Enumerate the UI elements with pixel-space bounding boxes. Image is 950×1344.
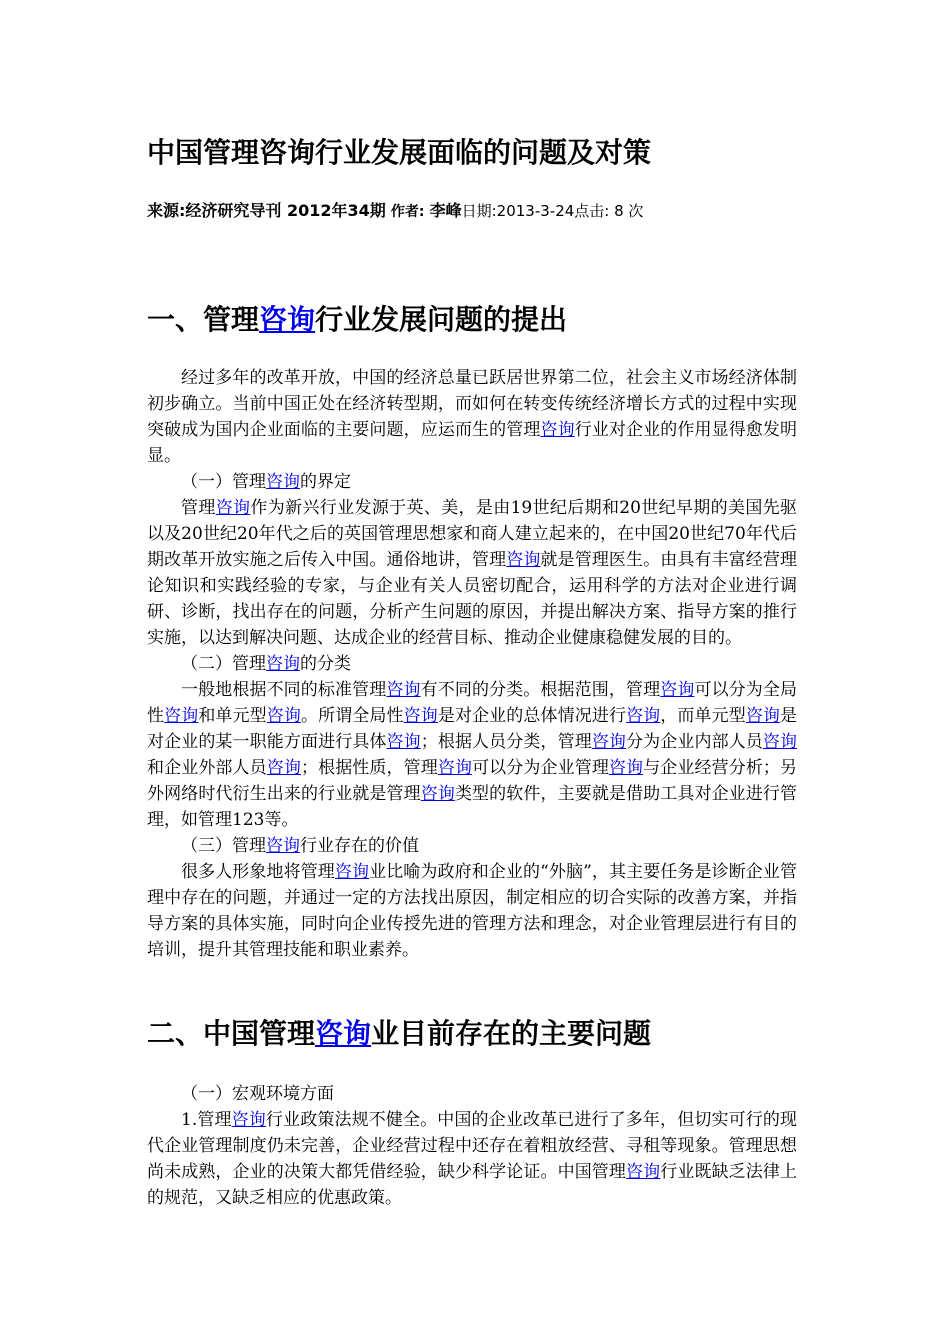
paragraph-text: 行业存在的价值 <box>300 836 419 856</box>
publish-date: 日期:2013-3-24 <box>461 202 575 220</box>
article-meta <box>147 199 643 224</box>
paragraph <box>147 859 797 963</box>
paragraph <box>147 495 797 651</box>
click-count: 点击: 8 次 <box>574 202 644 220</box>
paragraph-text: 类型的软件，主要就是借助工具对企业进行管理，如管理123等。 <box>147 784 798 830</box>
consulting-link[interactable]: 咨询 <box>231 1110 266 1130</box>
consulting-link[interactable]: 咨询 <box>420 784 455 804</box>
consulting-link[interactable]: 咨询 <box>762 732 798 752</box>
paragraph-text: 分为企业内部人员 <box>626 732 763 752</box>
paragraph-text: ；根据人员分类，管理 <box>420 732 592 752</box>
paragraph-text: ；根据性质，管理 <box>300 758 438 778</box>
paragraph-text: 的界定 <box>300 472 351 492</box>
paragraph-text: 和企业外部人员 <box>147 758 267 778</box>
paragraph-text: ，而单元型 <box>660 706 746 726</box>
paragraph-text: 业比喻为政府和企业的“外脑”，其主要任务是诊断企业管理中存在的问题，并通过一定的方法找出原因，制定相应的切合实际的改善方案，并指导方案的具体实施，同时向企业传授先进的管理方法和理念，对企业管理层进行有目的培训，提升其管理技能和职业素养。 <box>147 862 797 960</box>
consulting-link[interactable]: 咨询 <box>266 654 300 674</box>
paragraph-text: 作为新兴行业发源于英、美，是由19世纪后期和20世纪早期的美国先驱以及20世纪20年代之后的英国管理思想家和商人建立起来的，在中国20世纪70年代后期改革开放实施之后传入中国。通俗地讲，管理 <box>147 498 798 570</box>
consulting-link[interactable]: 咨询 <box>591 732 627 752</box>
paragraph-text: 就是管理医生。由具有丰富经营理论知识和实践经验的专家，与企业有关人员密切配合，运用科学的方法对企业进行调研、诊断，找出存在的问题，分析产生问题的原因，并提出解决方案、指导方案的推行实施，以达到解决问题、达成企业的经营目标、推动企业健康稳健发展的目的。 <box>147 550 798 648</box>
consulting-link[interactable]: 咨询 <box>266 706 301 726</box>
consulting-link[interactable]: 咨询 <box>259 303 316 336</box>
source-label: 来源:经济研究导刊 2012年34期 <box>147 201 386 220</box>
consulting-link[interactable]: 咨询 <box>334 862 370 882</box>
consulting-link[interactable]: 咨询 <box>660 680 695 700</box>
section-1-body <box>147 365 797 963</box>
section-1-heading-post: 行业发展问题的提出 <box>315 303 568 336</box>
consulting-link[interactable]: 咨询 <box>745 706 781 726</box>
consulting-link[interactable]: 咨询 <box>437 758 473 778</box>
paragraph-text: 一般地根据不同的标准管理 <box>181 680 387 700</box>
section-2-body <box>147 1081 797 1211</box>
consulting-link[interactable]: 咨询 <box>506 550 541 570</box>
paragraph-text: 管理 <box>181 498 216 518</box>
paragraph-text: 很多人形象地将管理 <box>181 862 335 882</box>
author-name: 李峰 <box>429 201 462 220</box>
section-2-heading <box>147 1014 651 1054</box>
consulting-link[interactable]: 咨询 <box>540 420 575 440</box>
paragraph-text: 是对企业的某一职能方面进行具体 <box>147 706 798 752</box>
section-1-heading-pre: 一、管理 <box>147 303 260 336</box>
paragraph-text: 经过多年的改革开放，中国的经济总量已跃居世界第二位，社会主义市场经济体制初步确立。当前中国正处在经济转型期，而如何在转变传统经济增长方式的过程中实现突破成为国内企业面临的主要问题，应运而生的管理 <box>147 368 797 440</box>
consulting-link[interactable]: 咨询 <box>386 732 421 752</box>
paragraph-text: 。所谓全局性 <box>300 706 404 726</box>
consulting-link[interactable]: 咨询 <box>386 680 421 700</box>
consulting-link[interactable]: 咨询 <box>403 706 438 726</box>
paragraph-text: （一）管理 <box>181 472 266 492</box>
paragraph-text: （三）管理 <box>181 836 266 856</box>
consulting-link[interactable]: 咨询 <box>626 1162 661 1182</box>
consulting-link[interactable]: 咨询 <box>164 706 199 726</box>
paragraph <box>147 833 797 859</box>
paragraph <box>147 469 797 495</box>
section-2-heading-pre: 二、中国管理 <box>147 1017 316 1050</box>
consulting-link[interactable]: 咨询 <box>215 498 251 518</box>
paragraph-text: （一）宏观环境方面 <box>181 1084 334 1104</box>
consulting-link[interactable]: 咨询 <box>626 706 661 726</box>
paragraph-text: 可以分为全局性 <box>147 680 798 726</box>
consulting-link[interactable]: 咨询 <box>315 1017 372 1050</box>
article-title: 中国管理咨询行业发展面临的问题及对策 <box>147 136 652 169</box>
paragraph-text: 和单元型 <box>198 706 267 726</box>
section-2-heading-post: 业目前存在的主要问题 <box>371 1017 652 1050</box>
paragraph-text: 行业对企业的作用显得愈发明显。 <box>147 420 798 466</box>
section-1-heading <box>147 300 567 340</box>
paragraph-text: 可以分为企业管理 <box>472 758 609 778</box>
paragraph-text: 行业既缺乏法律上的规范，又缺乏相应的优惠政策。 <box>147 1162 798 1208</box>
paragraph <box>147 677 797 833</box>
paragraph <box>147 1081 797 1107</box>
paragraph <box>147 651 797 677</box>
consulting-link[interactable]: 咨询 <box>266 836 300 856</box>
consulting-link[interactable]: 咨询 <box>266 472 300 492</box>
paragraph-text: 有不同的分类。根据范围，管理 <box>420 680 661 700</box>
author-label: 作者: <box>390 204 425 220</box>
paragraph-text: 的分类 <box>300 654 351 674</box>
paragraph-text: （二）管理 <box>181 654 266 674</box>
paragraph <box>147 365 797 469</box>
paragraph-text: 行业政策法规不健全。中国的企业改革已进行了多年，但切实可行的现代企业管理制度仍未完善，企业经营过程中还存在着粗放经营、寻租等现象。管理思想尚未成熟，企业的决策大都凭借经验，缺少科学论证。中国管理 <box>147 1110 798 1182</box>
consulting-link[interactable]: 咨询 <box>266 758 301 778</box>
paragraph <box>147 1107 797 1211</box>
paragraph-text: 是对企业的总体情况进行 <box>437 706 627 726</box>
consulting-link[interactable]: 咨询 <box>608 758 644 778</box>
paragraph-text: 1.管理 <box>181 1110 232 1130</box>
paragraph-text: 与企业经营分析；另外网络时代衍生出来的行业就是管理 <box>147 758 798 804</box>
